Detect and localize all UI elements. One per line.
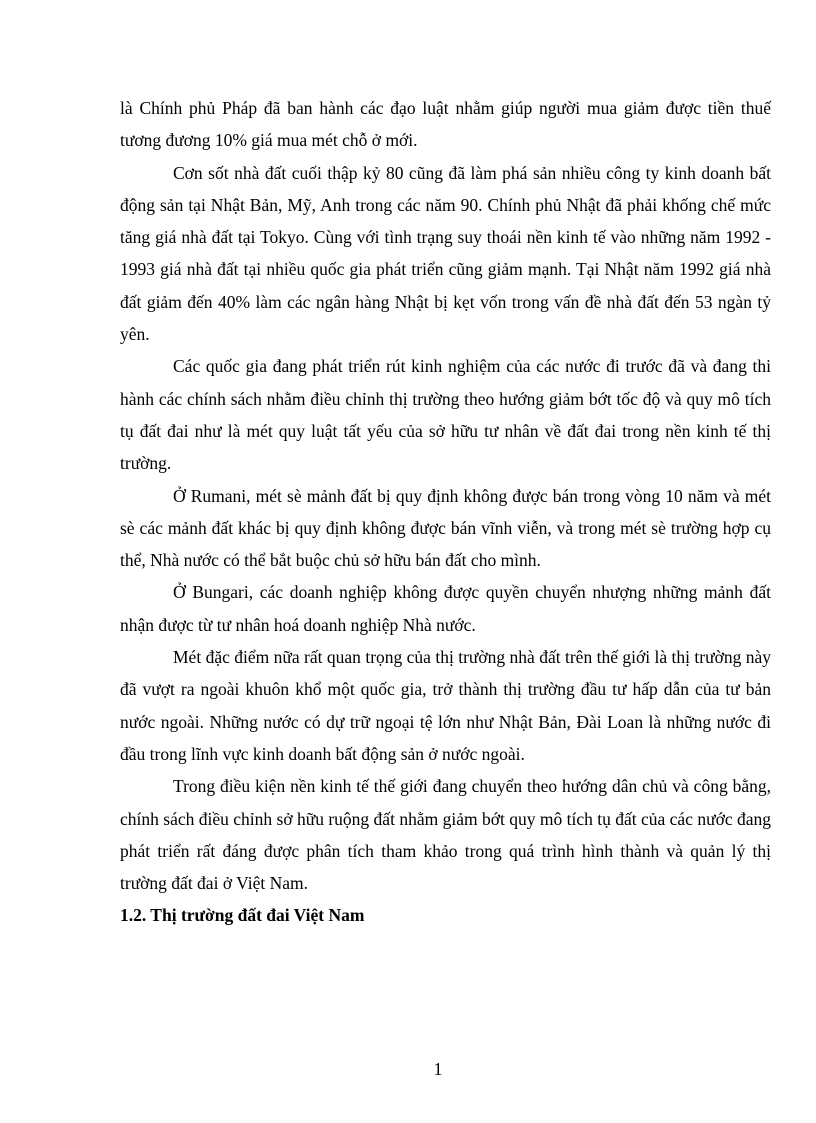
- page-number-value: 1: [433, 1059, 443, 1079]
- paragraph-real-estate-fever: Cơn sốt nhà đất cuối thập kỷ 80 cũng đã làm phá sản nhiều công ty kinh doanh bất động sản tại Nhật Bản, Mỹ, Anh trong các năm 90. Chính phủ Nhật đã phải khống chế mức tăng giá nhà đất tại Tokyo. Cùng với tình trạng suy thoái nền kinh tế vào những năm 1992 - 1993 giá nhà đất tại nhiều quốc gia phát triển cũng giảm mạnh. Tại Nhật năm 1992 giá nhà đất giảm đến 40% làm các ngân hàng Nhật bị kẹt vốn trong vấn đề nhà đất đến 53 ngàn tỷ yên.: [120, 162, 771, 345]
- section-heading: 1.2. Thị trường đất đai Việt Nam: [120, 905, 365, 926]
- paragraph-vietnam-lessons: Trong điều kiện nền kinh tế thế giới đang chuyển theo hướng dân chủ và công bằng, chính sách điều chỉnh sở hữu ruộng đất nhằm giảm bớt quy mô tích tụ đất của các nước đang phát triển rất đáng được phân tích tham khảo trong quá trình hình thành và quản lý thị trường đất đai ở Việt Nam.: [120, 776, 771, 894]
- page-number: [0, 1058, 816, 1080]
- document-body: [120, 92, 771, 932]
- paragraph-continuation: là Chính phủ Pháp đã ban hành các đạo luật nhằm giúp người mua giảm được tiền thuế tương đương 10% giá mua mét chỗ ở mới.: [120, 98, 771, 151]
- paragraph-bulgaria: Ở Bungari, các doanh nghiệp không được quyền chuyển nhượng những mảnh đất nhận được từ tư nhân hoá doanh nghiệp Nhà nước.: [120, 582, 771, 635]
- paragraph-developing-countries: Các quốc gia đang phát triển rút kinh nghiệm của các nước đi trước đã và đang thi hành các chính sách nhằm điều chỉnh thị trường theo hướng giảm bớt tốc độ và quy mô tích tụ đất đai như là mét quy luật tất yếu của sở hữu tư nhân về đất đai trong nền kinh tế thị trường.: [120, 356, 771, 474]
- paragraph-foreign-investment: Mét đặc điểm nữa rất quan trọng của thị trường nhà đất trên thế giới là thị trường này đã vượt ra ngoài khuôn khổ một quốc gia, trở thành thị trường đầu tư hấp dẫn của tư bản nước ngoài. Những nước có dự trữ ngoại tệ lớn như Nhật Bản, Đài Loan là những nước đi đầu trong lĩnh vực kinh doanh bất động sản ở nước ngoài.: [120, 647, 771, 764]
- paragraph-romania: Ở Rumani, mét sè mảnh đất bị quy định không được bán trong vòng 10 năm và mét sè các mảnh đất khác bị quy định không được bán vĩnh viễn, và trong mét sè trường hợp cụ thể, Nhà nước có thể bắt buộc chủ sở hữu bán đất cho mình.: [120, 485, 771, 571]
